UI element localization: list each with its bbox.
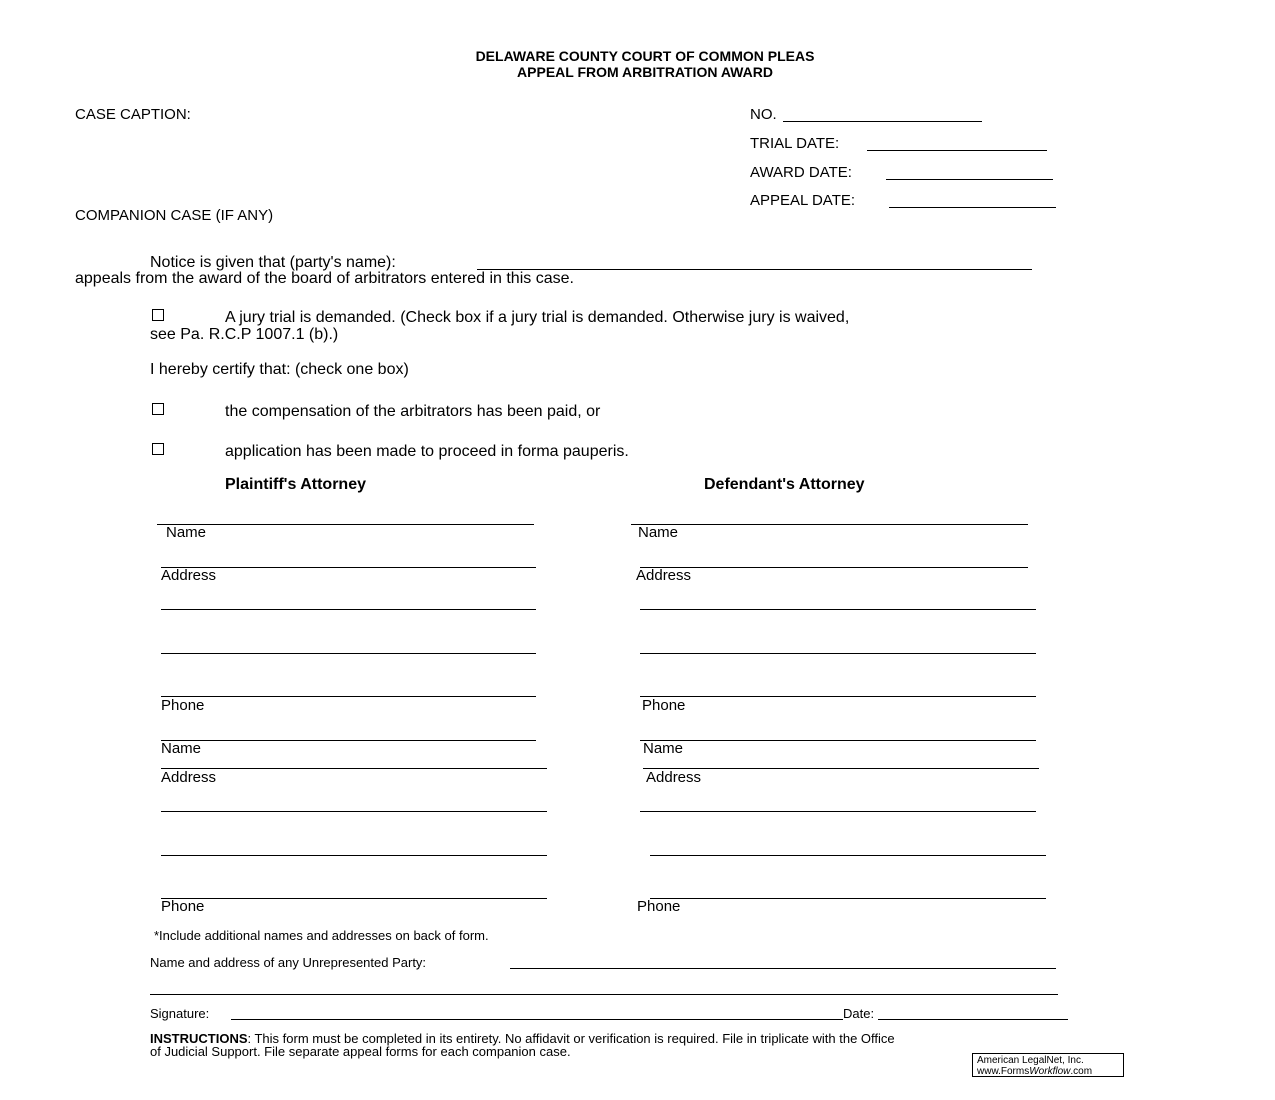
plaintiff-address-label-2: Address: [161, 769, 217, 786]
unrepresented-party-label: Name and address of any Unrepresented Party:: [150, 955, 427, 970]
defendant-phone-field[interactable]: [640, 696, 1036, 697]
signature-date-field[interactable]: [878, 1019, 1068, 1020]
plaintiff-address-field-3[interactable]: [161, 653, 536, 654]
plaintiff-name-field[interactable]: [157, 524, 534, 525]
defendant-phone-field-2[interactable]: [650, 898, 1046, 899]
form-title: DELAWARE COUNTY COURT OF COMMON PLEAS: [475, 48, 815, 64]
plaintiff-name-label-2: Name: [161, 740, 202, 757]
defendant-address-label: Address: [636, 567, 692, 584]
instructions-line-2: of Judicial Support. File separate appeal forms for each companion case.: [150, 1044, 571, 1059]
award-date-label: AWARD DATE:: [750, 164, 852, 181]
plaintiff-name-label: Name: [166, 524, 207, 541]
case-caption-label: CASE CAPTION:: [75, 106, 191, 123]
logo-website: [977, 1066, 1119, 1077]
instructions-text: : This form must be completed in its entirety. No affidavit or verification is required. File in triplicate with the Office: [247, 1031, 895, 1046]
jury-trial-checkbox[interactable]: [152, 309, 164, 321]
form-subtitle: APPEAL FROM ARBITRATION AWARD: [517, 64, 773, 80]
case-number-label: NO.: [750, 106, 777, 123]
forma-pauperis-text: application has been made to proceed in forma pauperis.: [225, 443, 629, 460]
plaintiff-phone-label: Phone: [161, 697, 205, 714]
footnote: *Include additional names and addresses on back of form.: [154, 928, 489, 943]
logo-website-b: Workflow: [1029, 1066, 1071, 1077]
certify-intro: I hereby certify that: (check one box): [150, 361, 409, 378]
plaintiff-address-label: Address: [161, 567, 217, 584]
award-date-field[interactable]: [886, 179, 1053, 180]
defendant-address-field-2[interactable]: [640, 609, 1036, 610]
plaintiff-name-field-2[interactable]: [161, 740, 536, 741]
defendant-address-field-1[interactable]: [640, 567, 1028, 568]
logo-company-name: American LegalNet, Inc.: [977, 1055, 1084, 1066]
jury-trial-text: A jury trial is demanded. (Check box if a jury trial is demanded. Otherwise jury is waived,: [225, 309, 850, 326]
compensation-paid-text: the compensation of the arbitrators has been paid, or: [225, 403, 601, 420]
defendant-address-label-2: Address: [646, 769, 702, 786]
signature-field[interactable]: [231, 1019, 843, 1020]
logo-website-c: .com: [1070, 1066, 1093, 1077]
plaintiff-address-field-4[interactable]: [161, 768, 547, 769]
defendant-address-field-3[interactable]: [640, 653, 1036, 654]
trial-date-label: TRIAL DATE:: [750, 135, 840, 152]
defendant-name-label: Name: [638, 524, 679, 541]
compensation-paid-checkbox[interactable]: [152, 403, 164, 415]
defendant-name-field-2[interactable]: [640, 740, 1036, 741]
defendant-address-field-4[interactable]: [643, 768, 1039, 769]
plaintiff-address-field-2[interactable]: [161, 609, 536, 610]
defendant-phone-label-2: Phone: [637, 898, 681, 915]
defendant-address-field-6[interactable]: [650, 855, 1046, 856]
notice-text-cont: appeals from the award of the board of arbitrators entered in this case.: [75, 270, 574, 287]
american-legalnet-logo: [972, 1053, 1124, 1077]
signature-label: Signature:: [150, 1006, 210, 1021]
case-number-field[interactable]: [783, 121, 982, 122]
unrepresented-party-field-1[interactable]: [510, 968, 1056, 969]
plaintiff-address-field-5[interactable]: [161, 811, 547, 812]
notice-text: Notice is given that (party's name):: [150, 254, 396, 271]
plaintiff-phone-field[interactable]: [161, 696, 536, 697]
date-label: Date:: [843, 1006, 875, 1021]
forma-pauperis-checkbox[interactable]: [152, 443, 164, 455]
appeal-date-field[interactable]: [889, 207, 1056, 208]
plaintiff-phone-label-2: Phone: [161, 898, 205, 915]
jury-trial-text-cont: see Pa. R.C.P 1007.1 (b).): [150, 326, 339, 343]
defendant-attorney-heading: Defendant's Attorney: [704, 476, 865, 493]
companion-case-label: COMPANION CASE (IF ANY): [75, 207, 274, 224]
plaintiff-attorney-heading: Plaintiff's Attorney: [225, 476, 366, 493]
instructions-heading: INSTRUCTIONS: [150, 1031, 248, 1046]
defendant-phone-label: Phone: [642, 697, 686, 714]
logo-website-a: www.Forms: [977, 1066, 1030, 1077]
appeal-date-label: APPEAL DATE:: [750, 192, 856, 209]
defendant-address-field-5[interactable]: [640, 811, 1036, 812]
plaintiff-phone-field-2[interactable]: [161, 898, 547, 899]
plaintiff-address-field-1[interactable]: [161, 567, 536, 568]
unrepresented-party-field-2[interactable]: [150, 994, 1058, 995]
defendant-name-label-2: Name: [643, 740, 684, 757]
trial-date-field[interactable]: [867, 150, 1047, 151]
plaintiff-address-field-6[interactable]: [161, 855, 547, 856]
defendant-name-field[interactable]: [631, 524, 1028, 525]
